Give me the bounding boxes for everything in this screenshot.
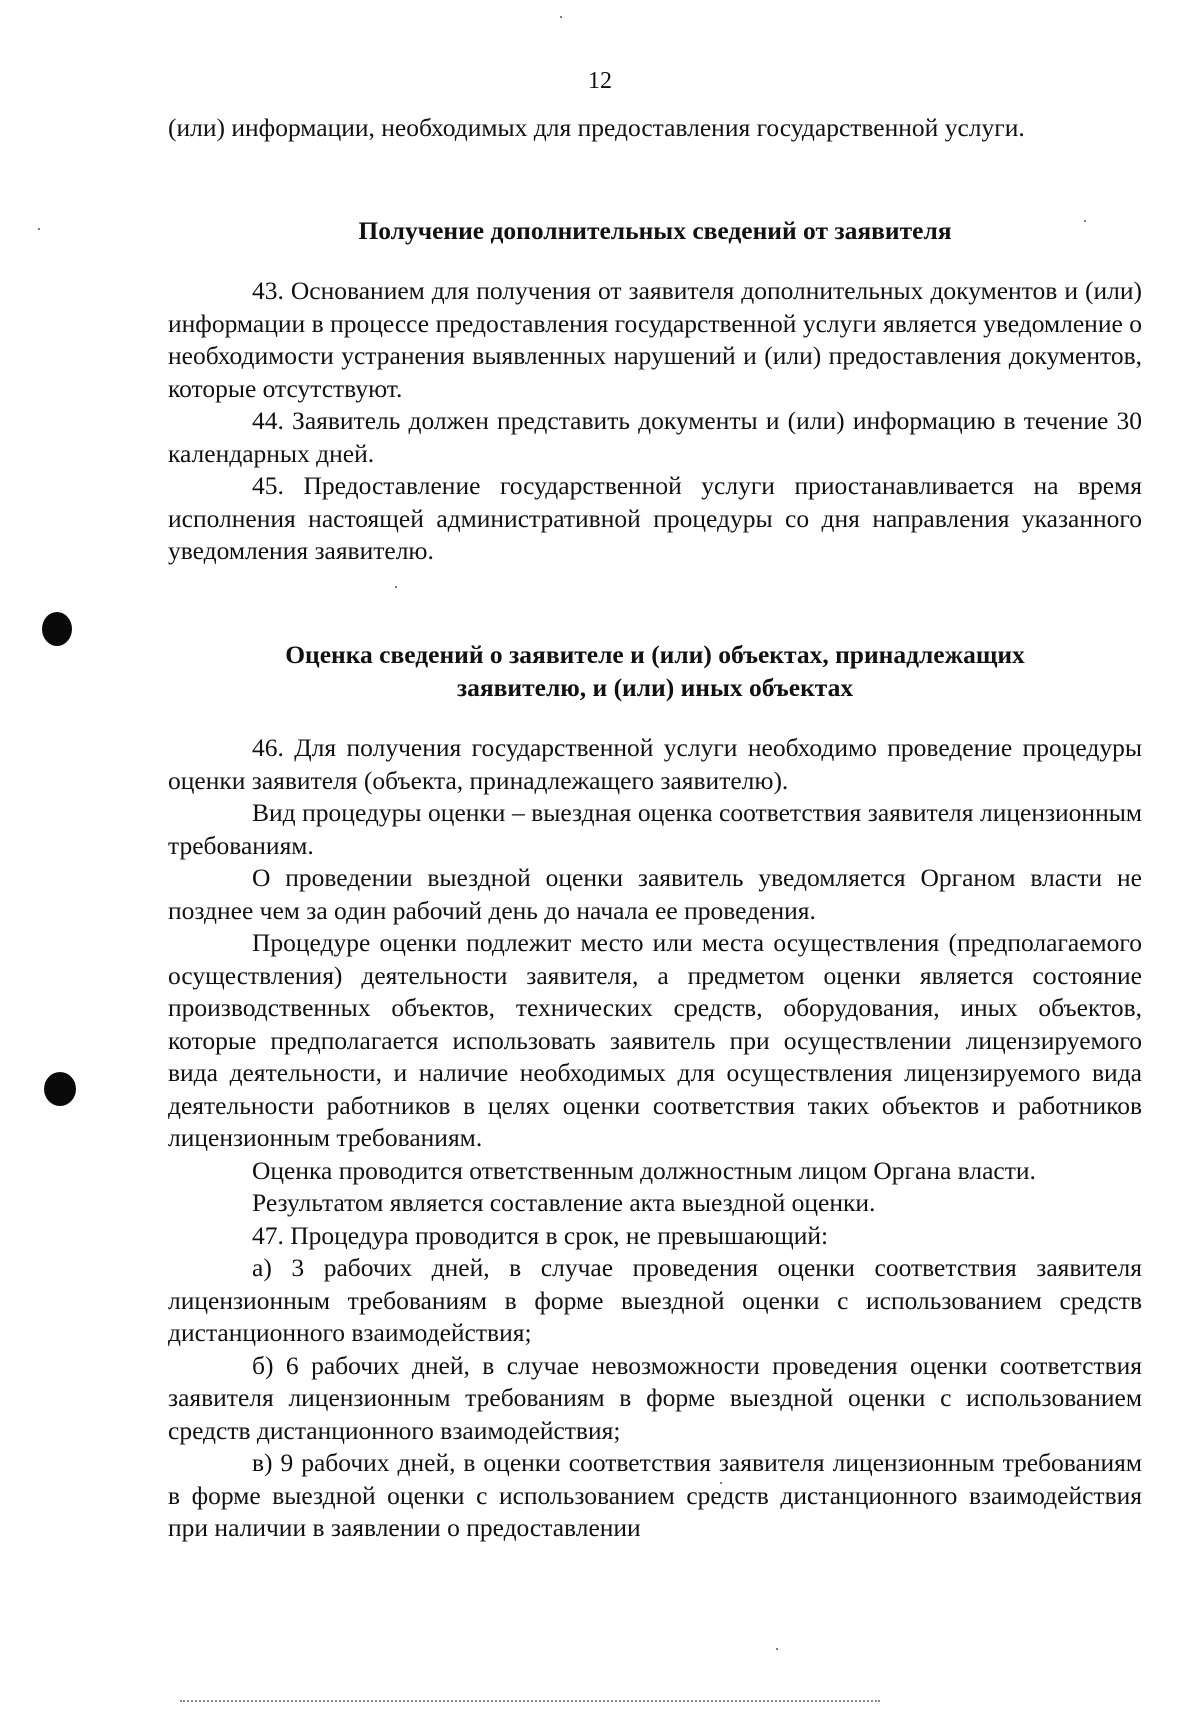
scan-speck bbox=[776, 1648, 778, 1650]
paragraph-44: 44. Заявитель должен представить документы и (или) информацию в течение 30 календарных дней. bbox=[168, 406, 1142, 468]
continuation-paragraph: (или) информации, необходимых для предоставления государственной услуги. bbox=[168, 113, 1025, 142]
paragraph-result: Результатом является составление акта выездной оценки. bbox=[252, 1188, 876, 1217]
section-heading: Получение дополнительных сведений от заявителя bbox=[358, 216, 952, 245]
section-applicant-assessment bbox=[168, 638, 1142, 1545]
paragraph-47-a: а) 3 рабочих дней, в случае проведения оценки соответствия заявителя лицензионным требованиям в форме выездной оценки с использованием средств дистанционного взаимодействия; bbox=[168, 1253, 1142, 1347]
paragraph-43: 43. Основанием для получения от заявителя дополнительных документов и (или) информации в процессе предоставления государственной услуги является уведомление о необходимости устранения выявленных нарушений и (или) предоставления документов, которые отсутствуют. bbox=[168, 276, 1142, 403]
page-number: 12 bbox=[588, 68, 612, 94]
section-additional-info bbox=[168, 214, 1142, 568]
scan-speck bbox=[38, 228, 40, 230]
paragraph-assessment-type: Вид процедуры оценки – выездная оценка соответствия заявителя лицензионным требованиям. bbox=[168, 798, 1142, 860]
paragraph-47-b: б) 6 рабочих дней, в случае невозможности проведения оценки соответствия заявителя лицензионным требованиям в форме выездной оценки с использованием средств дистанционного взаимодействия; bbox=[168, 1350, 1142, 1445]
scan-blot-lower bbox=[44, 1072, 76, 1106]
paragraph-notification: О проведении выездной оценки заявитель уведомляется Органом власти не позднее чем за один рабочий день до начала ее проведения. bbox=[168, 863, 1142, 925]
paragraph-assessment-subject: Процедуре оценки подлежит место или места осуществления (предполагаемого осуществления) деятельности заявителя, а предметом оценки является состояние производственных объектов, технических средств, оборудования, иных объектов, которые предполагается использовать заявитель при осуществлении лицензируемого вида деятельности, и наличие необходимых для осуществления лицензируемого вида деятельности работников в целях оценки соответствия таких объектов и работников лицензионным требованиям. bbox=[168, 928, 1142, 1152]
section-heading-line-2: заявителю, и (или) иных объектах bbox=[456, 673, 854, 702]
scan-speck bbox=[560, 16, 562, 18]
paragraph-45: 45. Предоставление государственной услуги приостанавливается на время исполнения настоящей административной процедуры со дня направления указанного уведомления заявителю. bbox=[168, 471, 1142, 565]
paragraph-46: 46. Для получения государственной услуги необходимо проведение процедуры оценки заявителя (объекта, принадлежащего заявителю). bbox=[168, 733, 1142, 795]
scan-blot-upper bbox=[42, 612, 72, 646]
section-heading-line-1: Оценка сведений о заявителе и (или) объектах, принадлежащих bbox=[285, 640, 1025, 669]
scan-edge-artifact bbox=[180, 1700, 880, 1706]
paragraph-47: 47. Процедура проводится в срок, не превышающий: bbox=[252, 1220, 829, 1250]
paragraph-47-c: в) 9 рабочих дней, в оценки соответствия заявителя лицензионным требованиям в форме выездной оценки с использованием средств дистанционного взаимодействия при наличии в заявлении о предоставлении bbox=[168, 1448, 1142, 1542]
scan-speck bbox=[395, 586, 397, 588]
paragraph-responsible-official: Оценка проводится ответственным должностным лицом Органа власти. bbox=[252, 1155, 1036, 1185]
page-body bbox=[168, 112, 1142, 145]
